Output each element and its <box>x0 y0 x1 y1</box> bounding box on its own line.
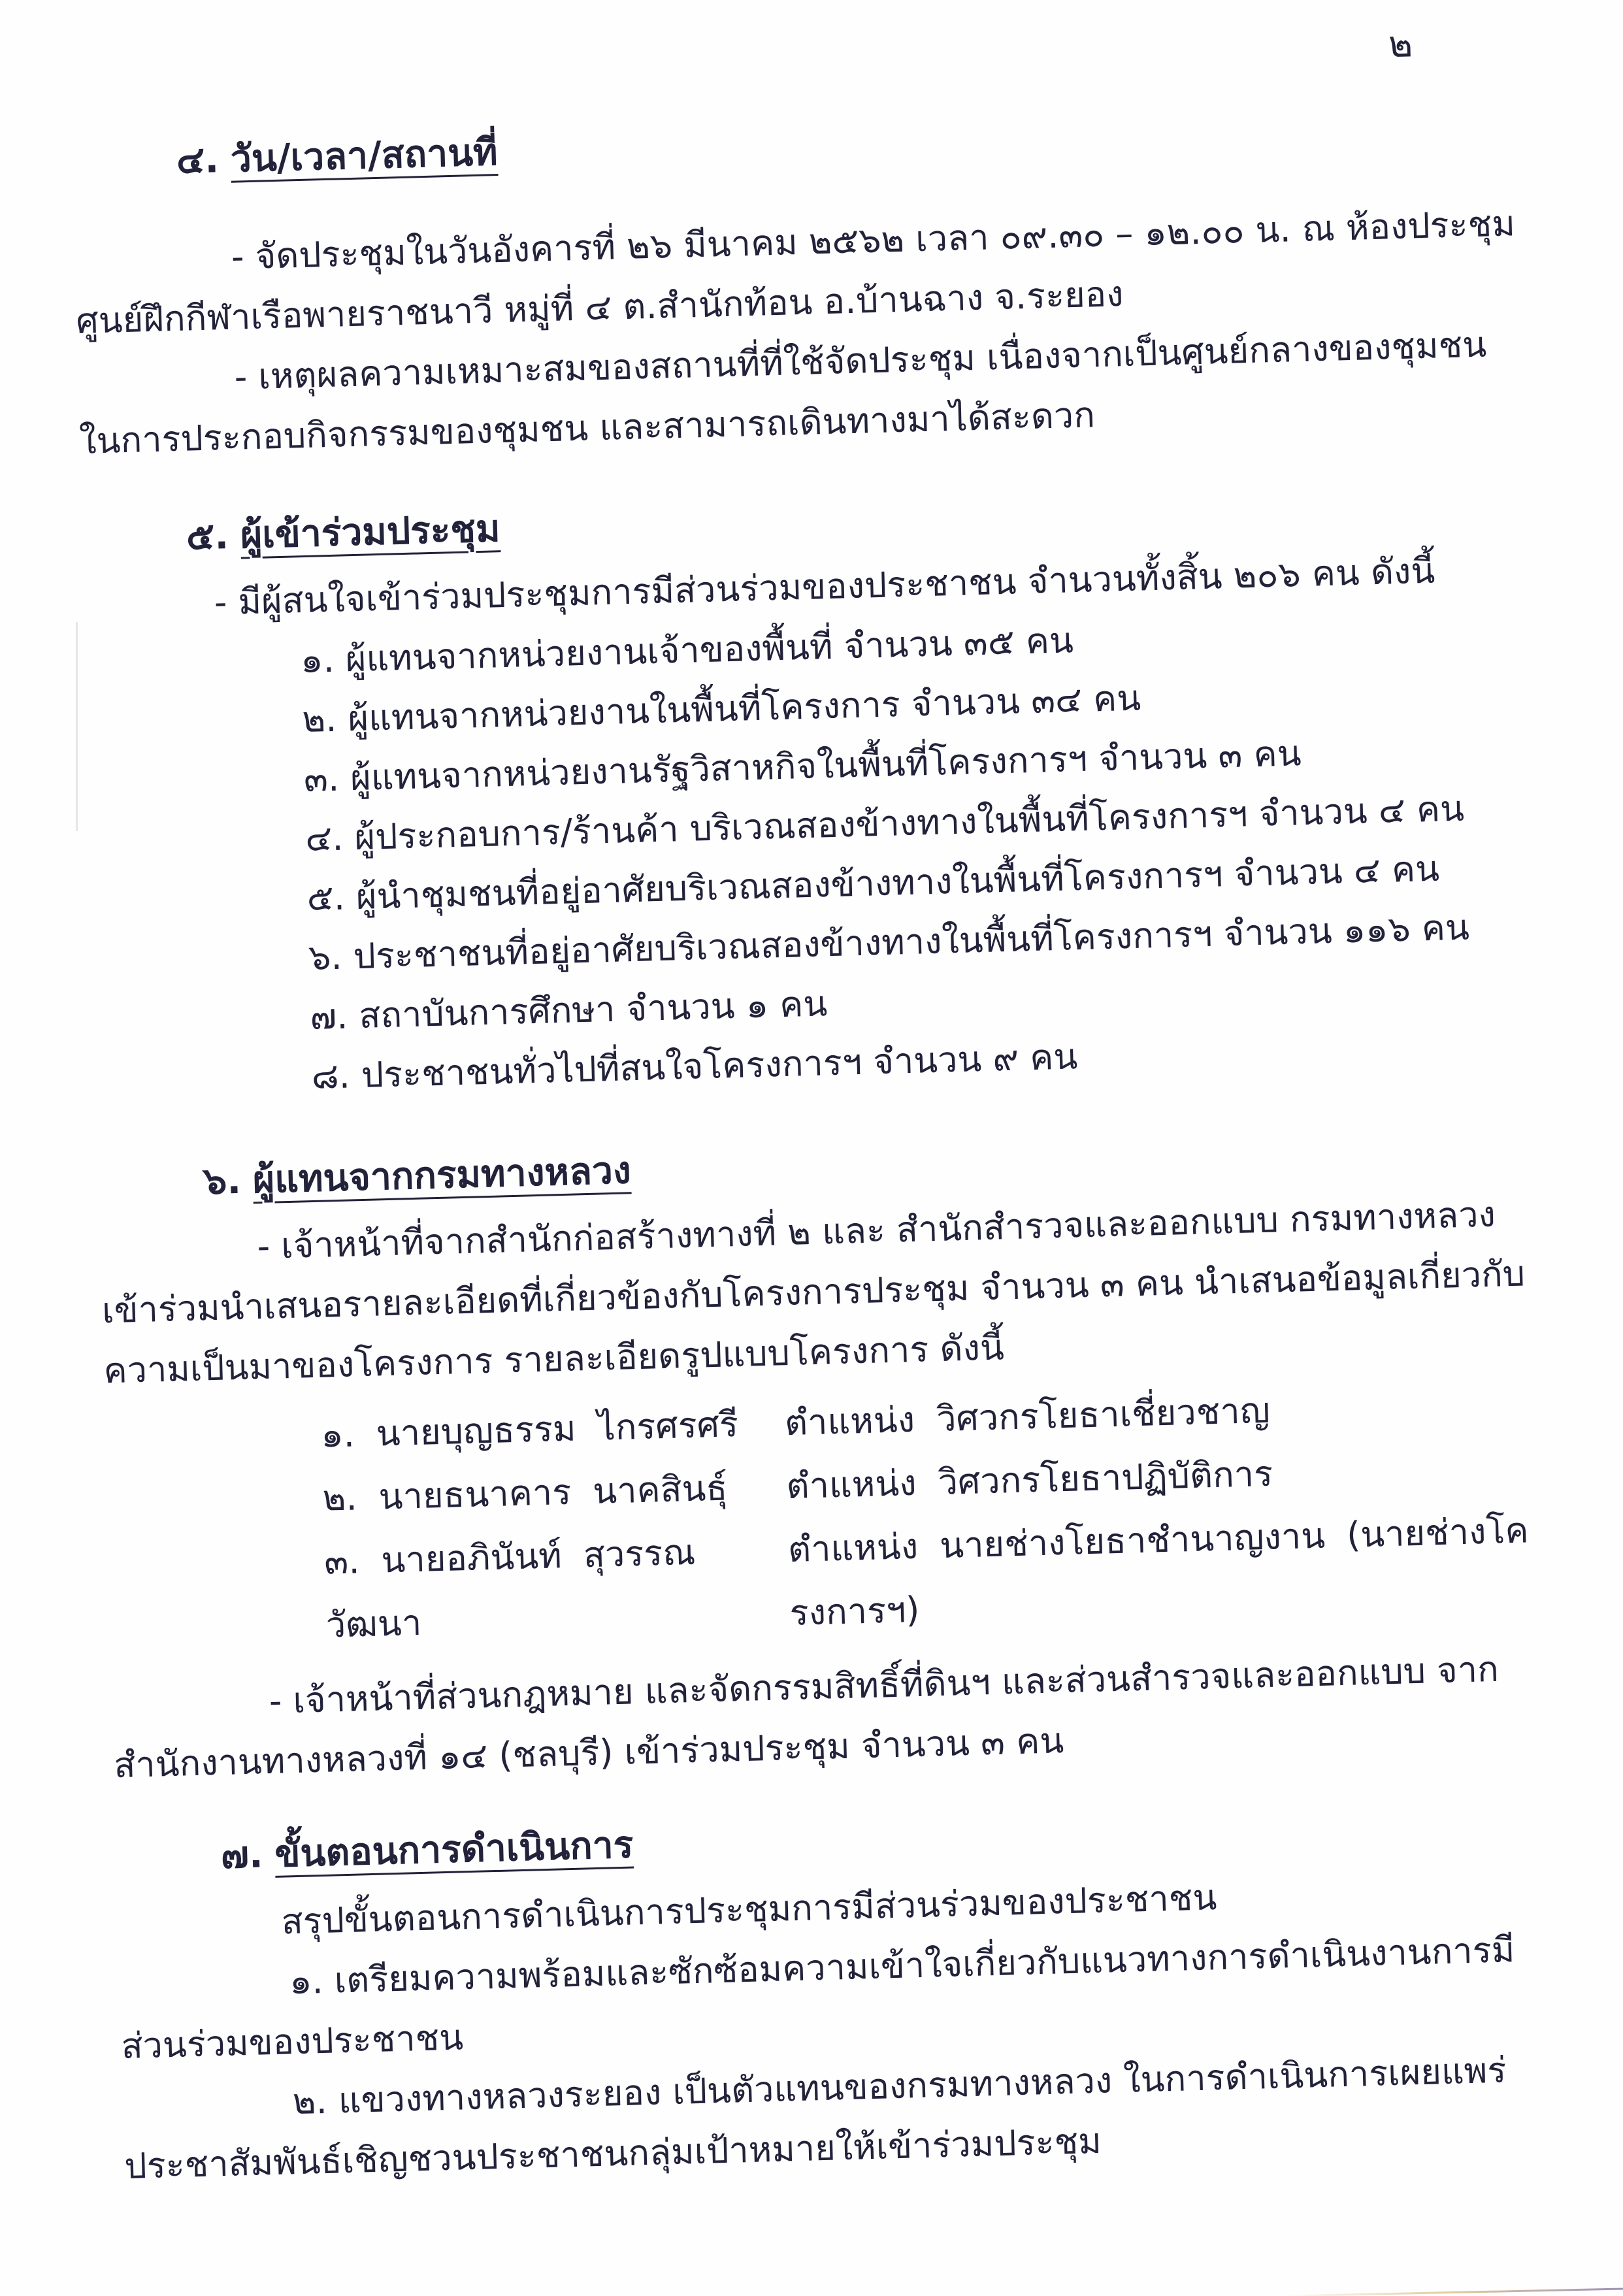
representative-name: ๒. นายธนาคาร นาคสินธุ์ <box>321 1467 729 1519</box>
attendee-item: ๒. ผู้แทนจากหน่วยงานในพื้นที่โครงการ จำนวน ๓๔ คน <box>301 677 1141 741</box>
attendee-item: ๔. ผู้ประกอบการ/ร้านค้า บริเวณสองข้างทางในพื้นที่โครงการฯ จำนวน ๔ คน <box>304 787 1465 860</box>
section-4-heading <box>176 95 1519 191</box>
section-6-number: ๖. <box>203 1158 242 1204</box>
section-5-title: ผู้เข้าร่วมประชุม <box>240 507 501 557</box>
attendee-item: ๖. ประชาชนที่อยู่อาศัยบริเวณสองข้างทางในพื้นที่โครงการฯ จำนวน ๑๑๖ คน <box>308 906 1470 979</box>
section-4-paragraph-1: - จัดประชุมในวันอังคารที่ ๒๖ มีนาคม ๒๕๖๒ เวลา ๐๙.๓๐ – ๑๒.๐๐ น. ณ ห้องประชุมศูนย์ฝึกกีฬาเรือพายราชนาวี หมู่ที่ ๔ ต.สำนักท้อน อ.บ้านฉาง จ.ระยอง <box>75 203 1516 342</box>
section-5-number: ๕. <box>186 514 229 559</box>
section-7-step-1: ๑. เตรียมความพร้อมและซักซ้อมความเข้าใจเกี่ยวกับแนวทางการดำเนินงานการมีส่วนร่วมของประชาชน <box>120 1929 1515 2067</box>
attendee-list <box>300 599 1543 1106</box>
page-number: ๒ <box>1388 23 1413 67</box>
representative-position: ตำแหน่ง นายช่างโยธาชำนาญงาน (นายช่างโครงการฯ) <box>787 1509 1530 1634</box>
section-7-number: ๗. <box>220 1833 264 1878</box>
section-7-intro: สรุปขั้นตอนการดำเนินการประชุมการมีส่วนร่วมของประชาชน <box>280 1877 1218 1943</box>
representatives-list <box>320 1371 1558 1657</box>
section-6-paragraph-1: - เจ้าหน้าที่จากสำนักก่อสร้างทางที่ ๒ และ สำนักสำรวจและออกแบบ กรมทางหลวง เข้าร่วมนำเสนอรายละเอียดที่เกี่ยวข้องกับโครงการประชุม จำนวน ๓ คน นำเสนอข้อมูลเกี่ยวกับ ความเป็นมาของโครงการ รายละเอียดรูปแบบโครงการ ดังนี้ <box>101 1193 1526 1392</box>
scan-edge-artifact <box>1283 2288 1623 2296</box>
attendee-item: ๗. สถาบันการศึกษา จำนวน ๑ คน <box>309 983 828 1038</box>
representative-position: ตำแหน่ง วิศวกรโยธาเชี่ยวชาญ <box>784 1389 1271 1444</box>
attendee-item: ๑. ผู้แทนจากหน่วยงานเจ้าของพื้นที่ จำนวน ๓๕ คน <box>300 619 1074 681</box>
section-7-step-2: ๒. แขวงทางหลวงระยอง เป็นตัวแทนของกรมทางหลวง ในการดำเนินการเผยแพร่ประชาสัมพันธ์เชิญชวนประชาชนกลุ่มเป้าหมายให้เข้าร่วมประชุม <box>123 2049 1507 2188</box>
section-4-paragraph-2: - เหตุผลความเหมาะสมของสถานที่ที่ใช้จัดประชุม เนื่องจากเป็นศูนย์กลางของชุมชน ในการประกอบกิจกรรมของชุมชน และสามารถเดินทางมาได้สะดวก <box>78 323 1487 462</box>
attendee-item: ๘. ประชาชนทั่วไปที่สนใจโครงการฯ จำนวน ๙ คน <box>311 1036 1078 1097</box>
representative-position: ตำแหน่ง วิศวกรโยธาปฏิบัติการ <box>785 1452 1273 1507</box>
section-6-paragraph-2: - เจ้าหน้าที่ส่วนกฎหมาย และจัดกรรมสิทธิ์ที่ดินฯ และส่วนสำรวจและออกแบบ จากสำนักงานทางหลวงที่ ๑๔ (ชลบุรี) เข้าร่วมประชุม จำนวน ๓ คน <box>113 1648 1500 1786</box>
section-7-title: ขั้นตอนการดำเนินการ <box>274 1823 634 1876</box>
representative-name: ๑. นายบุญธรรม ไกรศรศรี <box>320 1403 739 1456</box>
section-4-title: วัน/เวลา/สถานที่ <box>230 131 499 181</box>
section-6-title: ผู้แทนจากกรมทางหลวง <box>252 1149 632 1202</box>
attendee-item: ๕. ผู้นำชุมชนที่อยู่อาศัยบริเวณสองข้างทางในพื้นที่โครงการฯ จำนวน ๔ คน <box>306 847 1440 919</box>
section-5-intro: - มีผู้สนใจเข้าร่วมประชุมการมีส่วนร่วมของประชาชน จำนวนทั้งสิ้น ๒๐๖ คน ดังนี้ <box>214 549 1436 623</box>
section-4-number: ๔. <box>176 138 220 182</box>
attendee-item: ๓. ผู้แทนจากหน่วยงานรัฐวิสาหกิจในพื้นที่โครงการฯ จำนวน ๓ คน <box>303 732 1302 800</box>
representative-name: ๓. นายอภินันท์ สุวรรณวัฒนา <box>323 1531 697 1646</box>
